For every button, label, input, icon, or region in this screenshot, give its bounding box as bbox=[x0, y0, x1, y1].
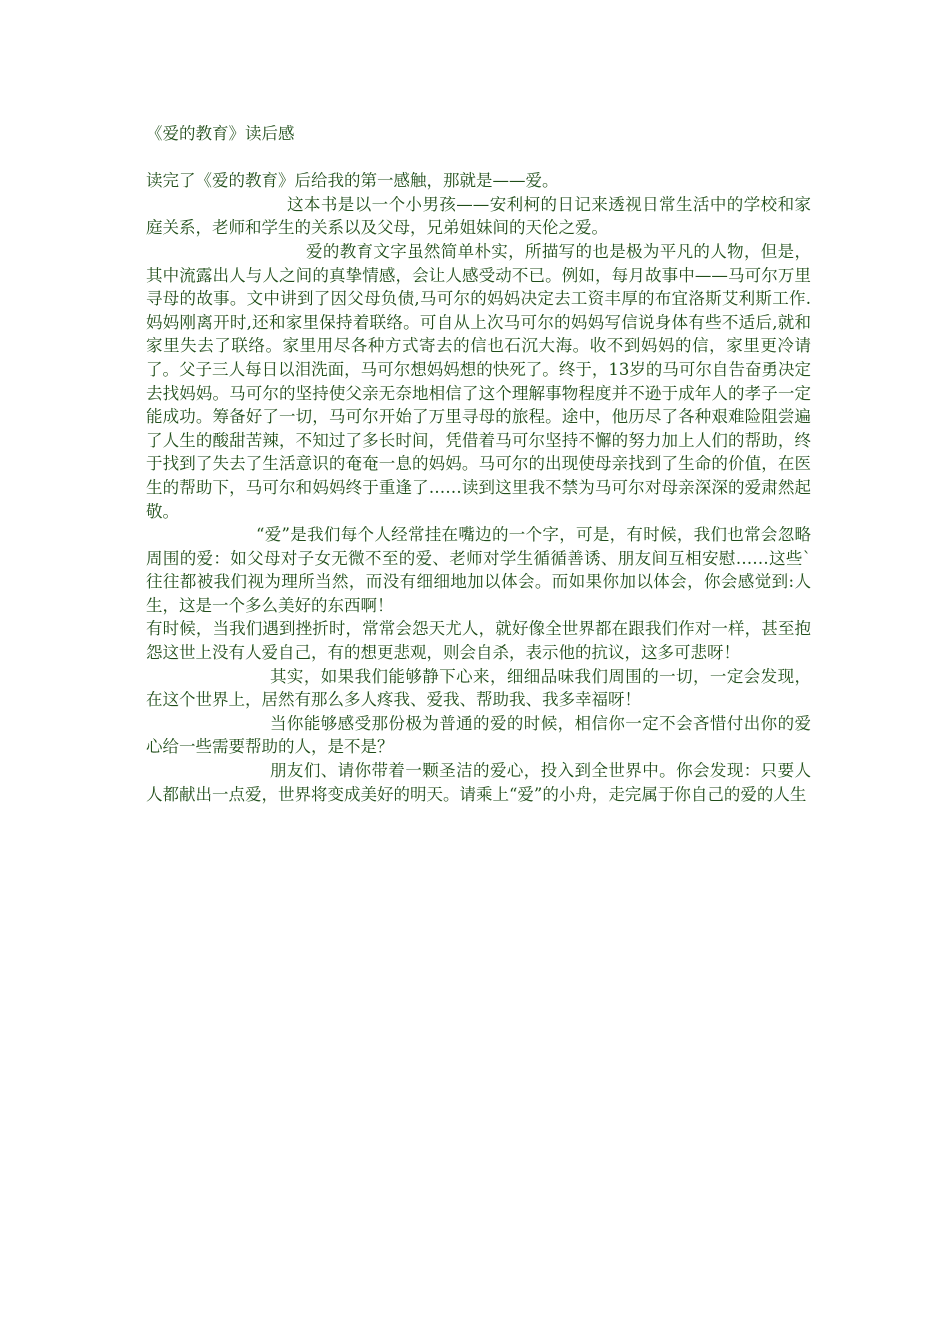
paragraph-2: 这本书是以一个小男孩——安利柯的日记来透视日常生活中的学校和家庭关系，老师和学生的关系以及父母，兄弟姐妹间的天伦之爱。 bbox=[146, 194, 811, 238]
paragraph-1: 读完了《爱的教育》后给我的第一感触，那就是——爱。 bbox=[146, 171, 559, 191]
document-title: 《爱的教育》读后感 bbox=[146, 124, 295, 143]
paragraph-7: 当你能够感受那份极为普通的爱的时候，相信你一定不会吝惜付出你的爱心给一些需要帮助的人，是不是？ bbox=[146, 713, 811, 757]
paragraph-5: 有时候，当我们遇到挫折时，常常会怨天尤人，就好像全世界都在跟我们作对一样，甚至抱怨这世上没有人爱自己，有的想更悲观，则会自杀，表示他的抗议，这多可悲呀！ bbox=[146, 619, 811, 663]
paragraph-6: 其实，如果我们能够静下心来，细细品味我们周围的一切，一定会发现，在这个世界上，居然有那么多人疼我、爱我、帮助我、我多幸福呀！ bbox=[146, 666, 811, 710]
paragraph-4: “爱”是我们每个人经常挂在嘴边的一个字，可是，有时候，我们也常会忽略周围的爱：如父母对子女无微不至的爱、老师对学生循循善诱、朋友间互相安慰……这些`往往都被我们视为理所当然，而没有细细地加以体会。而如果你加以体会，你会感觉到:人生，这是一个多么美好的东西啊！ bbox=[146, 525, 811, 615]
document-body bbox=[146, 122, 811, 806]
paragraph-8: 朋友们、请你带着一颗圣洁的爱心，投入到全世界中。你会发现：只要人人都献出一点爱，世界将变成美好的明天。请乘上“爱”的小舟，走完属于你自己的爱的人生 bbox=[146, 761, 811, 804]
paragraph-3: 爱的教育文字虽然简单朴实，所描写的也是极为平凡的人物，但是，其中流露出人与人之间的真挚情感，会让人感受动不已。例如，每月故事中——马可尔万里寻母的故事。文中讲到了因父母负债,马可尔的妈妈决定去工资丰厚的布宜洛斯艾利斯工作.妈妈刚离开时,还和家里保持着联络。可自从上次马可尔的妈妈写信说身体有些不适后,就和家里失去了联络。家里用尽各种方式寄去的信也石沉大海。收不到妈妈的信，家里更冷请了。父子三人每日以泪洗面，马可尔想妈妈想的快死了。终于，13岁的马可尔自告奋勇决定去找妈妈。马可尔的坚持使父亲无奈地相信了这个理解事物程度并不逊于成年人的孝子一定能成功。筹备好了一切，马可尔开始了万里寻母的旅程。途中，他历尽了各种艰难险阻尝遍了人生的酸甜苦辣，不知过了多长时间，凭借着马可尔坚持不懈的努力加上人们的帮助，终于找到了失去了生活意识的奄奄一息的妈妈。马可尔的出现使母亲找到了生命的价值，在医生的帮助下，马可尔和妈妈终于重逢了……读到这里我不禁为马可尔对母亲深深的爱肃然起敬。 bbox=[146, 241, 811, 521]
